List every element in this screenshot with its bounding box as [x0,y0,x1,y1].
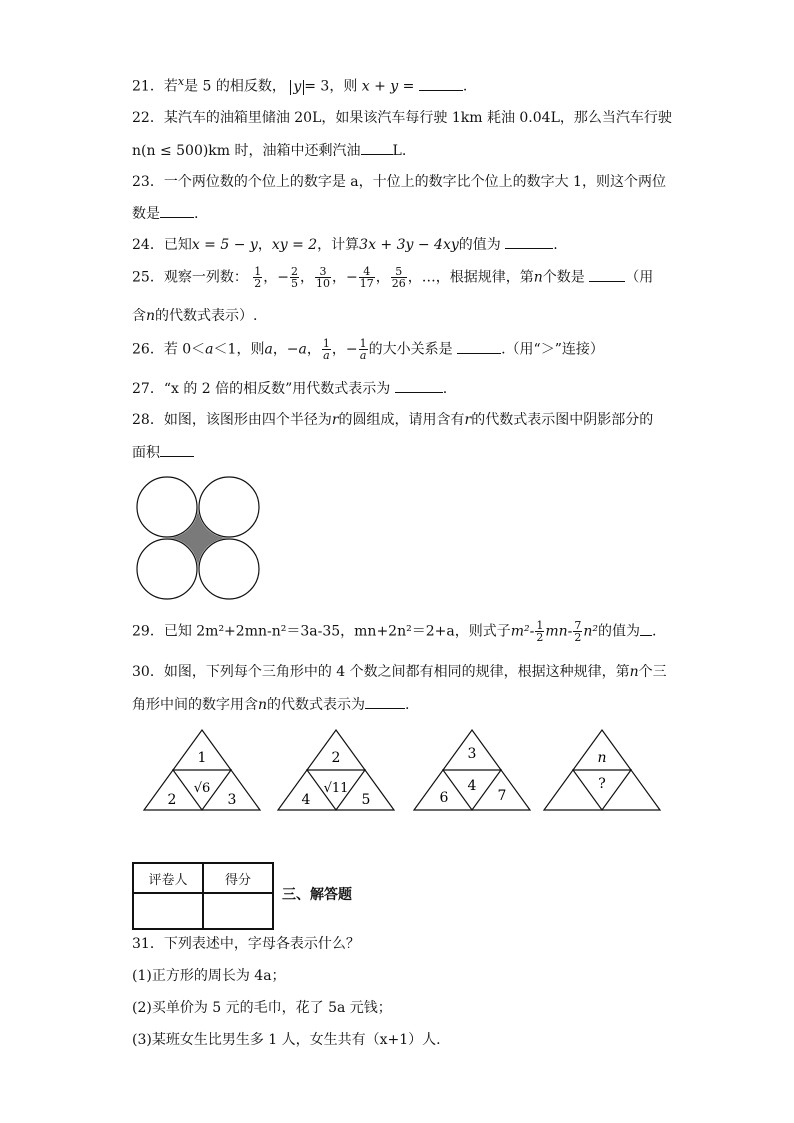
triangle-1-right: 3 [227,792,237,808]
question-31-part-3: (3)某班女生比男生多 1 人，女生共有（x+1）人. [132,1032,441,1048]
question-27: 27．“x 的 2 倍的相反数”用代数式表示为 . [132,378,447,399]
question-30: 30．如图，下列每个三角形中的 4 个数之间都有相同的规律，根据这种规律，第n个三 [132,664,667,680]
reviewer-header: 评卷人 [133,863,203,893]
question-25: 25．观察一列数： $\frac{1}{2}$ ，− $\frac{2}{5}$ ， $\frac{3}{10}$ ，− $\frac{4}{17}$ ， $\frac{5}{26}$ ，…，根据规律，第n个数是 （用 [132,265,654,290]
answer-blank [589,267,625,282]
triangle-3-right: 7 [497,788,507,804]
triangle-1 [144,730,260,810]
question-26: 26．若 0＜a＜1，则a，−a， $\frac{1}{a}$ ，− $\frac{1}{a}$ 的大小关系是 .（用“＞”连接） [132,337,604,362]
answer-blank [361,140,393,155]
circle-top-right [199,477,259,537]
triangle-2-top: 2 [331,750,341,766]
score-cell[interactable] [203,893,273,929]
answer-blank [457,339,501,354]
score-header: 得分 [203,863,273,893]
question-23-line2: 数是 . [132,203,198,224]
answer-blank [395,378,443,393]
triangle-1-center: √6 [193,781,211,796]
triangle-1-left: 2 [167,792,177,808]
answer-blank [160,203,194,218]
triangle-1-top: 1 [197,750,207,766]
question-25-line2: 含n的代数式表示）. [132,308,258,324]
answer-blank [505,234,553,249]
triangles-figure [140,728,666,814]
question-22-line2: n(n ≤ 500)km 时，油箱中还剩汽油 L. [132,140,406,161]
answer-blank [419,76,463,91]
question-31: 31．下列表述中，字母各表示什么？ [132,936,360,952]
question-24: 24．已知x = 5 − y，xy = 2，计算3x + 3y − 4xy的值为 . [132,234,558,255]
circle-bottom-left [137,539,197,599]
triangle-4-center: ? [598,776,606,792]
four-circles-figure [136,476,260,600]
reviewer-cell[interactable] [133,893,203,929]
question-21: 21．若$^x$是 5 的相反数， y = 3，则 x + y = . [132,75,468,95]
score-table [132,862,274,930]
triangle-3-center: 4 [467,778,477,794]
answer-blank [365,694,405,709]
triangle-2-center: √11 [323,781,349,796]
circle-bottom-right [199,539,259,599]
question-31-part-2: (2)买单价为 5 元的毛巾，花了 5a 元钱； [132,1000,392,1016]
question-22: 22．某汽车的油箱里储油 20L，如果该汽车每行驶 1km 耗油 0.04L，那么当汽车行驶 [132,110,672,126]
question-28: 28．如图，该图形由四个半径为r的圆组成，请用含有r的代数式表示图中阴影部分的 [132,412,654,428]
triangle-2 [278,730,394,810]
question-30-line2: 角形中间的数字用含n的代数式表示为 . [132,694,409,715]
question-31-part-1: (1)正方形的周长为 4a； [132,968,286,984]
question-29: 29．已知 2m²+2mn-n²＝3a-35，mn+2n²＝2+a，则式子m²- $\frac{1}{2}$ mn- $\frac{7}{2}$ n²的值为 . [132,619,657,644]
circle-top-left [137,477,197,537]
triangle-3 [414,730,530,810]
question-23: 23．一个两位数的个位上的数字是 a，十位上的数字比个位上的数字大 1，则这个两位 [132,174,666,190]
triangle-2-right: 5 [361,792,371,808]
triangle-4 [544,730,660,810]
section-heading: 三、解答题 [282,887,352,903]
triangle-3-left: 6 [439,790,449,806]
answer-blank [160,442,194,457]
triangle-3-top: 3 [467,746,477,762]
answer-blank [640,621,652,636]
triangle-2-left: 4 [301,792,311,808]
triangle-4-top: n [597,750,607,766]
question-28-line2: 面积 [132,442,194,463]
